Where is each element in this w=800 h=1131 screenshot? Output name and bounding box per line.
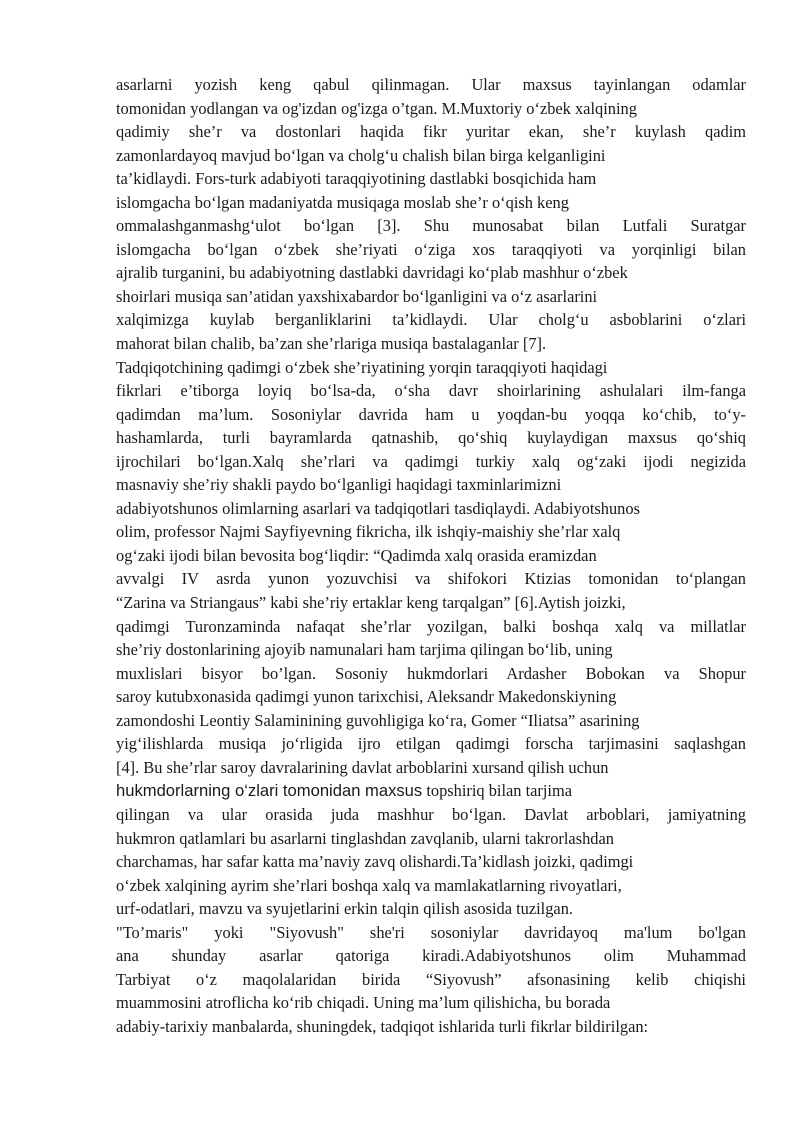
text-line-2: tomonidan yodlangan va og'izdan og'izga o’tgan. M.Muxtoriy o‘zbek xalqining: [116, 98, 637, 118]
text-line-6: islomgacha bo‘lgan madaniyatda musiqaga moslab she’r o‘qish keng: [116, 192, 569, 212]
text-line-25: she’riy dostonlarining ajoyib namunalari ham tarjima qilingan bo‘lib, uning: [116, 640, 613, 660]
text-line-18: masnaviy she’riy shakli paydo bo‘lganligi haqidagi taxminlarimizni: [116, 475, 562, 495]
text-line-19: adabiyotshunos olimlarning asarlari va tadqiqotlari tasdiqlaydi. Adabiyotshunos: [116, 498, 640, 518]
text-line-10: shoirlari musiqa san’atidan yaxshixabardor bo‘lganligini va o‘z asarlarini: [116, 286, 598, 306]
text-line-38: ana shunday asarlar qatoriga kiradi.Adabiyotshunos olim Muhammad: [116, 946, 746, 966]
text-line-21: og‘zaki ijodi bilan bevosita bog‘liqdir: “Qadimda xalq orasida eramizdan: [116, 545, 597, 565]
document-body: [116, 73, 746, 1038]
sans-serif-fragment: hukmdorlarning o‘zlari tomonidan maxsus: [116, 781, 423, 801]
text-line-24: qadimgi Turonzaminda nafaqat she’rlar yozilgan, balki boshqa xalq va millatlar: [116, 616, 746, 636]
text-line-17: ijrochilari bo‘lgan.Xalq she’rlari va qadimgi turkiy xalq og‘zaki ijodi negizida: [116, 451, 746, 471]
text-line-15: qadimdan ma’lum. Sosoniylar davrida ham u yoqdan-bu yoqqa ko‘chib, to‘y-: [116, 404, 746, 424]
text-line-36: urf-odatlari, mavzu va syujetlarini erkin talqin qilish asosida tuzilgan.: [116, 899, 573, 919]
text-line-26: muxlislari bisyor bo’lgan. Sosoniy hukmdorlari Ardasher Bobokan va Shopur: [116, 663, 746, 683]
text-line-16: hashamlarda, turli bayramlarda qatnashib, qo‘shiq kuylaydigan maxsus qo‘shiq: [116, 428, 746, 448]
text-line-20: olim, professor Najmi Sayfiyevning fikricha, ilk ishqiy-maishiy she’rlar xalq: [116, 522, 621, 542]
text-line-28: zamondoshi Leontiy Salaminining guvohligiga ko‘ra, Gomer “Iliatsa” asarining: [116, 710, 640, 730]
text-line-13: Tadqiqotchining qadimgi o‘zbek she’riyatining yorqin taraqqiyoti haqidagi: [116, 357, 608, 377]
text-line-22: avvalgi IV asrda yunon yozuvchisi va shifokori Ktizias tomonidan to‘plangan: [116, 569, 746, 589]
text-line-31-rest: topshiriq bilan tarjima: [426, 781, 572, 801]
text-line-4: zamonlardayoq mavjud bo‘lgan va cholg‘u chalish bilan birga kelganligini: [116, 145, 606, 165]
text-line-32: qilingan va ular orasida juda mashhur bo‘lgan. Davlat arboblari, jamiyatning: [116, 804, 746, 824]
text-line-5: ta’kidlaydi. Fors-turk adabiyoti taraqqiyotining dastlabki bosqichida ham: [116, 169, 597, 189]
text-line-34: charchamas, har safar katta ma’naviy zavq olishardi.Ta’kidlash joizki, qadimgi: [116, 852, 634, 872]
text-line-35: o‘zbek xalqining ayrim she’rlari boshqa xalq va mamlakatlarning rivoyatlari,: [116, 875, 622, 895]
text-line-3: qadimiy she’r va dostonlari haqida fikr yuritar ekan, she’r kuylash qadim: [116, 122, 746, 142]
text-line-14: fikrlari e’tiborga loyiq bo‘lsa-da, o‘sha davr shoirlarining ashulalari ilm-fanga: [116, 381, 746, 401]
text-line-7: ommalashganmashg‘ulot bo‘lgan [3]. Shu munosabat bilan Lutfali Suratgar: [116, 216, 746, 236]
text-line-27: saroy kutubxonasida qadimgi yunon tarixchisi, Aleksandr Makedonskiyning: [116, 687, 617, 707]
text-line-33: hukmron qatlamlari bu asarlarni tinglashdan zavqlanib, ularni takrorlashdan: [116, 828, 614, 848]
text-line-11: xalqimizga kuylab berganliklarini ta’kidlaydi. Ular cholg‘u asboblarini o‘zlari: [116, 310, 746, 330]
text-line-23: “Zarina va Striangaus” kabi she’riy ertaklar keng tarqalgan” [6].Aytish joizki,: [116, 593, 626, 613]
text-line-12: mahorat bilan chalib, ba’zan she’rlariga musiqa bastalaganlar [7].: [116, 334, 547, 354]
text-line-31: [116, 779, 746, 803]
text-line-8: islomgacha bo‘lgan o‘zbek she’riyati o‘ziga xos taraqqiyoti va yorqinligi bilan: [116, 239, 746, 259]
text-line-39: Tarbiyat o‘z maqolalaridan birida “Siyovush” afsonasining kelib chiqishi: [116, 969, 746, 989]
text-line-41: adabiy-tarixiy manbalarda, shuningdek, tadqiqot ishlarida turli fikrlar bildirilgan:: [116, 1016, 649, 1036]
text-line-37: "To’maris" yoki "Siyovush" she'ri sosoniylar davridayoq ma'lum bo'lgan: [116, 922, 746, 942]
text-line-29: yig‘ilishlarda musiqa jo‘rligida ijro etilgan qadimgi forscha tarjimasini saqlashgan: [116, 734, 746, 754]
text-line-30: [4]. Bu she’rlar saroy davralarining davlat arboblarini xursand qilish uchun: [116, 757, 609, 777]
text-line-1: asarlarni yozish keng qabul qilinmagan. Ular maxsus tayinlangan odamlar: [116, 75, 746, 94]
text-line-9: ajralib turganini, bu adabiyotning dastlabki davridagi ko‘plab mashhur o‘zbek: [116, 263, 628, 283]
text-line-40: muammosini atroflicha ko‘rib chiqadi. Uning ma’lum qilishicha, bu borada: [116, 993, 611, 1013]
